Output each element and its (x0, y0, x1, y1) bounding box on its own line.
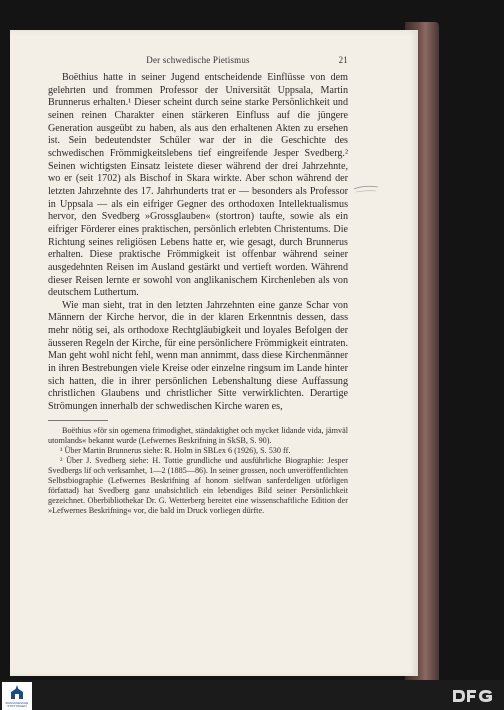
footnotes (48, 426, 348, 517)
pencil-margin-mark-icon (352, 183, 382, 195)
page-number: 21 (338, 55, 348, 65)
main-text-block (48, 72, 348, 517)
paragraph-2: Wie man sieht, trat in den letzten Jahrzehnten eine ganze Schar von Männern der Kirche hervor, die in der klaren Erkenntnis dessen, dass mehr nötig sei, als orthodoxe Rechtgläubigkeit und loyales Befolgen der äusseren Regeln der Kirche, für eine persönlichere Frömmigkeit eintraten. Man geht wohl nicht fehl, wenn man annimmt, dass diese Kirchenmänner in ihren Bestrebungen viele Kreise oder einzelne ringsum im Lande hinter sich hatten, die in ihrer persönlichen Lebenshaltung diese Auffassung christlichen Glaubens und christlicher Sitte verwirklichten. Derartige Strömungen innerhalb der schwedischen Kirche waren es, (48, 299, 348, 413)
footnote-2: ² Über J. Svedberg siehe: H. Tottie grundliche und ausführliche Biographie: Jesper Svedbergs lif och verksamhet, 1—2 (1885—86). In seiner grossen, noch unveröffentlichten Selbstbiographie (Lefwernes Beskrifning af honom sielfwan sanferdeligen utförligen författad) hat Svedberg ganz unabsichtlich ein lebendiges Bild seiner Persönlichkeit gezeichnet. Oberbibliothekar Dr. G. Wetterberg bereitet eine wissenschaftliche Edition der »Lefwernes Beskrifning« vor, die bald im Druck vorliegen dürfte. (48, 456, 348, 516)
footnote-1: ¹ Über Martin Brunnerus siehe: R. Holm in SBLex 6 (1926), S. 530 ff. (60, 445, 291, 455)
footnote-carryover: Boëthius »för sin ogemena frimodighet, ständaktighet och mycket lidande vida, jämväl utomlands« bekannt wurde (Lefwernes Beskrifning in SkSB, S. 90). (48, 425, 348, 445)
dfg-logo-icon (452, 688, 494, 704)
viewer-bottom-bar (0, 680, 504, 710)
franckesche-stiftungen-logo (2, 682, 32, 710)
paragraph-1: Boëthius hatte in seiner Jugend entscheidende Einflüsse von dem gelehrten und frommen Professor der Universität Uppsala, Martin Brunnerus erhalten.¹ Dieser scheint durch seine starke Persönlichkeit und seinen reinen Charakter einen stärkeren Einfluss auf die jüngere Generation ausgeübt zu haben, als aus den erhaltenen Akten zu ersehen ist. Sein bedeutendster Schüler war der in die Geschichte des schwedischen Frömmigkeitslebens tief eingreifende Jesper Svedberg.² Seinen wichtigsten Einsatz leistete dieser während der drei Jahrzehnte, wo er (seit 1702) als Bischof in Skara wirkte. Aber schon während der letzten Jahrzehnte des 17. Jahrhunderts trat er — besonders als Professor in Uppsala — als ein eifriger Gegner des orthodoxen Intellektualismus hervor, den Svedberg »Grossglauben« (stortron) taufte, sowie als ein eifriger Förderer eines praktischen, persönlich erlebten Christentums. Die Richtung seines religiösen Lebens hatte er, wie gesagt, durch Brunnerus erhalten. Diese praktische Frömmigkeit ist offenbar während seiner ausgedehnten Reisen im Ausland gestärkt und vertieft worden. Während dieser Reisen lernte er sowohl von anglikanischem Kirchenleben als von deutschem Luthertum. (48, 72, 348, 299)
footnote-separator (48, 420, 108, 421)
running-title: Der schwedische Pietismus (146, 55, 250, 65)
library-logo-text: FRANCKESCHE STIFTUNGEN (5, 701, 29, 708)
